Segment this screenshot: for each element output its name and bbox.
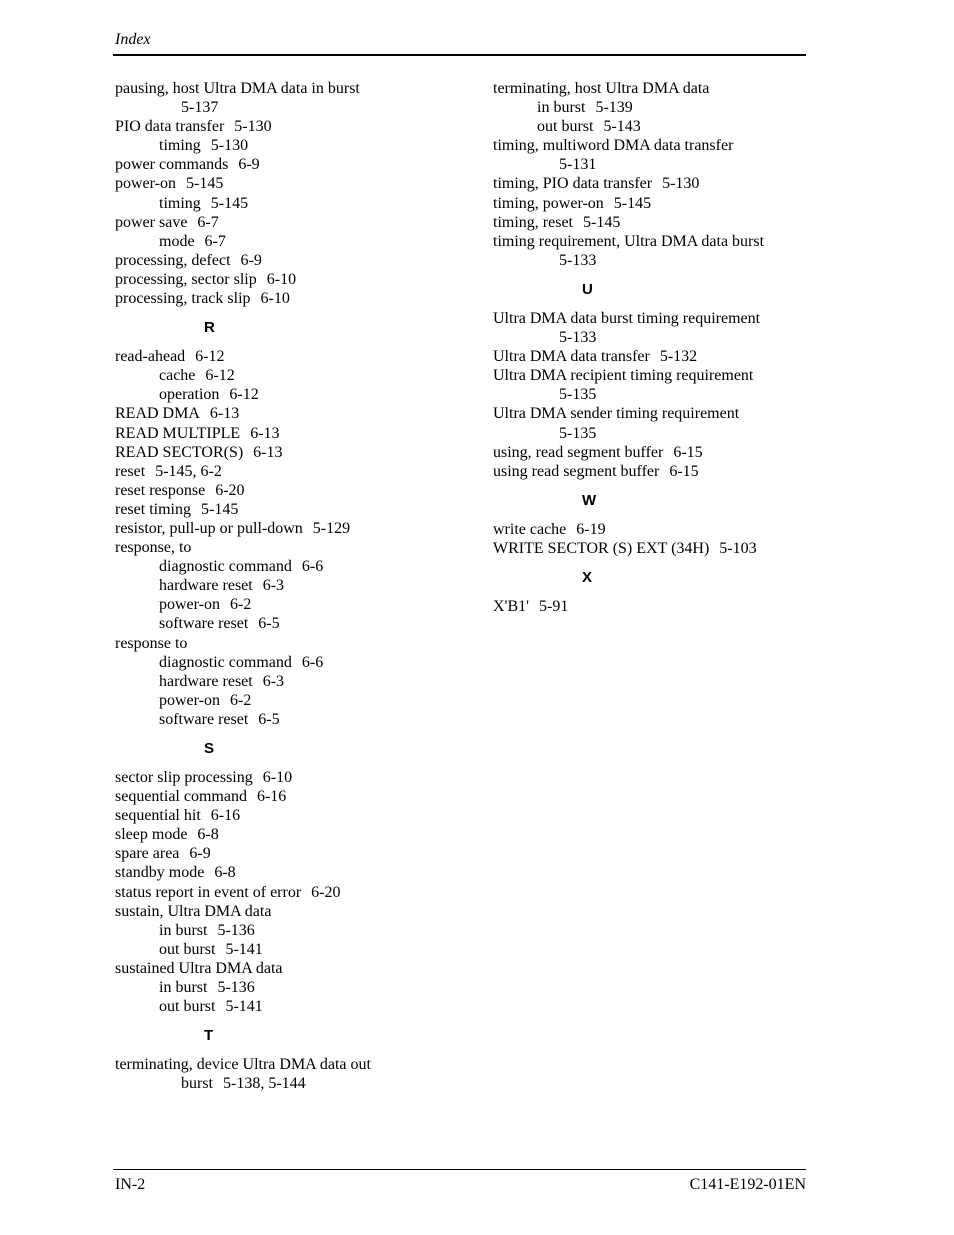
entry-term: sequential command: [115, 788, 247, 806]
entry-term: Ultra DMA recipient timing requirement: [493, 367, 754, 385]
index-column-left: [115, 79, 475, 1093]
index-subentry: [115, 232, 475, 251]
entry-continuation-text: burst: [181, 1075, 213, 1093]
entry-term: read-ahead: [115, 348, 186, 366]
entry-page-ref: 6-3: [262, 672, 285, 690]
entry-term: operation: [159, 386, 220, 404]
section-letter-r: R: [204, 319, 215, 337]
index-entry: [115, 289, 475, 308]
index-subentry: [115, 940, 475, 959]
entry-term: Ultra DMA sender timing requirement: [493, 405, 740, 423]
entry-page-ref: 5-103: [719, 539, 757, 557]
entry-page-ref: 6-13: [209, 405, 240, 423]
index-entry: [115, 213, 475, 232]
entry-page-ref: 6-9: [240, 251, 262, 269]
index-column-right: [493, 79, 813, 616]
entry-term: diagnostic command: [159, 653, 292, 671]
entry-term: in burst: [159, 921, 208, 939]
entry-page-ref: 6-10: [260, 290, 290, 308]
index-group-t-cont: [493, 79, 813, 270]
index-entry: [115, 538, 475, 557]
entry-page-ref: 6-5: [258, 710, 280, 728]
entry-page-ref: 6-2: [230, 596, 252, 614]
index-entry: [493, 309, 813, 328]
entry-term: mode: [159, 232, 195, 250]
entry-page-ref: 6-12: [229, 386, 259, 404]
entry-term: software reset: [159, 615, 249, 633]
entry-page-ref: 6-5: [258, 615, 280, 633]
entry-term: sleep mode: [115, 826, 188, 844]
entry-page-ref: 5-136: [217, 921, 255, 939]
entry-term: timing requirement, Ultra DMA data burst: [493, 232, 765, 250]
index-subentry: [115, 366, 475, 385]
index-entry: [115, 902, 475, 921]
entry-continuation-text: 5-131: [559, 156, 597, 174]
entry-page-ref: 5-139: [595, 99, 633, 117]
entry-term: processing, sector slip: [115, 270, 257, 288]
index-entry: [115, 863, 475, 882]
entry-term: out burst: [159, 998, 216, 1016]
entry-page-ref: 6-16: [256, 788, 287, 806]
entry-term: out burst: [159, 940, 216, 958]
entry-term: hardware reset: [159, 577, 253, 595]
entry-page-ref: 6-3: [262, 577, 285, 595]
index-subentry: [115, 614, 475, 633]
index-entry: [115, 117, 475, 136]
entry-page-ref: 5-130: [234, 118, 272, 136]
entry-page-ref: 5-145, 6-2: [155, 462, 222, 480]
index-entry: [493, 520, 813, 539]
entry-page-ref: 5-145: [210, 194, 249, 212]
index-entry: [493, 79, 813, 98]
entry-term: power commands: [115, 156, 229, 174]
index-entry-continuation: [493, 385, 813, 404]
index-subentry: [115, 997, 475, 1016]
index-entry: [493, 174, 813, 193]
index-entry: [115, 634, 475, 653]
entry-page-ref: 6-13: [253, 443, 283, 461]
entry-page-ref: 5-130: [210, 137, 249, 155]
entry-term: response, to: [115, 539, 192, 557]
index-entry: [115, 481, 475, 500]
entry-term: diagnostic command: [159, 558, 292, 576]
entry-term: terminating, host Ultra DMA data: [493, 80, 710, 97]
index-entry: [115, 424, 475, 443]
entry-term: READ SECTOR(S): [115, 443, 244, 461]
footer-rule: [113, 1169, 806, 1170]
entry-term: hardware reset: [159, 672, 253, 690]
index-subentry: [115, 978, 475, 997]
entry-page-ref: 5-145: [186, 175, 224, 193]
index-entry: [493, 597, 813, 616]
index-entry: [493, 366, 813, 385]
index-entry: [493, 443, 813, 462]
entry-page-ref: 6-9: [238, 156, 260, 174]
entry-term: processing, defect: [115, 251, 231, 269]
index-group-x: [493, 597, 813, 616]
entry-page-ref: 5-136: [217, 979, 255, 997]
entry-term: processing, track slip: [115, 290, 251, 308]
entry-term: out burst: [537, 118, 594, 136]
index-entry: [115, 270, 475, 289]
entry-page-ref: 6-16: [210, 807, 241, 825]
entry-page-ref: 5-91: [539, 597, 569, 615]
index-entry: [115, 174, 475, 193]
entry-term: cache: [159, 367, 196, 385]
index-entry: [115, 1055, 475, 1074]
index-subentry: [493, 98, 813, 117]
index-entry: [115, 155, 475, 174]
index-entry: [115, 79, 475, 98]
entry-page-ref: 5-138, 5-144: [223, 1075, 306, 1093]
entry-page-ref: 5-130: [662, 175, 700, 193]
entry-term: spare area: [115, 845, 180, 863]
index-entry: [493, 136, 813, 155]
entry-page-ref: 6-10: [262, 769, 293, 786]
entry-term: timing: [159, 194, 201, 212]
index-entry: [493, 404, 813, 423]
entry-term: standby mode: [115, 864, 205, 882]
index-entry-continuation: [493, 251, 813, 270]
entry-page-ref: 6-20: [311, 883, 341, 901]
index-entry-continuation: [493, 424, 813, 443]
index-entry: [115, 500, 475, 519]
entry-page-ref: 6-8: [214, 864, 236, 882]
entry-page-ref: 6-9: [189, 845, 211, 863]
index-entry: [115, 768, 475, 787]
index-subentry: [115, 385, 475, 404]
entry-term: status report in event of error: [115, 883, 302, 901]
entry-term: sustain, Ultra DMA data: [115, 902, 272, 920]
index-subentry: [115, 557, 475, 576]
index-entry-continuation: [493, 155, 813, 174]
entry-page-ref: 6-13: [250, 424, 280, 442]
entry-continuation-text: 5-133: [559, 251, 597, 269]
index-entry: [115, 844, 475, 863]
entry-page-ref: 6-19: [576, 520, 606, 538]
entry-term: power-on: [115, 175, 176, 193]
index-entry-continuation: [493, 328, 813, 347]
entry-term: resistor, pull-up or pull-down: [115, 519, 303, 537]
index-entry: [115, 347, 475, 366]
index-entry: [115, 251, 475, 270]
index-subentry: [115, 576, 475, 595]
page-header-title: Index: [115, 31, 151, 48]
entry-term: power-on: [159, 596, 220, 614]
entry-term: timing, PIO data transfer: [493, 175, 653, 193]
entry-term: WRITE SECTOR (S) EXT (34H): [493, 539, 710, 557]
section-letter-x: X: [582, 568, 593, 586]
footer-page-number: IN-2: [115, 1176, 146, 1193]
index-subentry: [493, 117, 813, 136]
entry-term: reset timing: [115, 500, 191, 518]
index-entry: [115, 806, 475, 825]
index-entry: [115, 787, 475, 806]
entry-term: sequential hit: [115, 807, 201, 825]
index-subentry: [115, 672, 475, 691]
index-subentry: [115, 194, 475, 213]
entry-page-ref: 5-145: [200, 500, 239, 518]
index-entry: [115, 959, 475, 978]
entry-page-ref: 6-2: [230, 691, 252, 709]
entry-term: timing: [159, 137, 201, 155]
entry-term: PIO data transfer: [115, 118, 225, 136]
entry-continuation-text: 5-133: [559, 329, 597, 347]
index-entry: [115, 519, 475, 538]
section-letter-t: T: [204, 1027, 214, 1045]
entry-page-ref: 5-132: [659, 348, 698, 366]
entry-term: sustained Ultra DMA data: [115, 959, 283, 977]
entry-term: software reset: [159, 710, 249, 728]
index-subentry: [115, 653, 475, 672]
entry-term: timing, multiword DMA data transfer: [493, 137, 734, 155]
index-subentry: [115, 921, 475, 940]
entry-continuation-text: 5-135: [559, 424, 597, 442]
footer-doc-id: C141-E192-01EN: [689, 1176, 806, 1193]
index-group-p: [115, 79, 475, 308]
entry-term: X'B1': [493, 597, 529, 615]
entry-term: Ultra DMA data burst timing requirement: [493, 309, 761, 327]
index-group-s: [115, 768, 475, 1016]
entry-page-ref: 6-7: [197, 213, 219, 231]
index-group-w: [493, 520, 813, 558]
entry-term: pausing, host Ultra DMA data in burst: [115, 80, 360, 97]
entry-term: using read segment buffer: [493, 462, 660, 480]
index-entry-continuation: [115, 98, 475, 117]
entry-page-ref: 6-6: [301, 558, 324, 576]
index-subentry: [115, 710, 475, 729]
entry-page-ref: 5-141: [225, 940, 263, 958]
entry-term: sector slip processing: [115, 769, 253, 786]
entry-page-ref: 6-20: [215, 481, 245, 499]
index-entry: [115, 825, 475, 844]
entry-page-ref: 5-141: [225, 998, 263, 1016]
entry-page-ref: 5-145: [582, 213, 621, 231]
entry-term: terminating, device Ultra DMA data out: [115, 1056, 371, 1074]
entry-term: timing, reset: [493, 213, 573, 231]
entry-page-ref: 5-129: [312, 519, 351, 537]
entry-term: reset response: [115, 481, 206, 499]
entry-page-ref: 6-7: [204, 232, 226, 250]
entry-term: in burst: [537, 99, 586, 117]
index-subentry: [115, 691, 475, 710]
entry-continuation-text: 5-135: [559, 386, 597, 404]
index-entry: [493, 539, 813, 558]
index-group-u: [493, 309, 813, 481]
index-entry: [115, 462, 475, 481]
index-subentry: [115, 595, 475, 614]
section-letter-s: S: [204, 740, 215, 757]
index-group-r: [115, 347, 475, 729]
entry-term: Ultra DMA data transfer: [493, 348, 650, 366]
entry-term: in burst: [159, 979, 208, 997]
index-entry: [115, 883, 475, 902]
entry-term: power-on: [159, 691, 220, 709]
entry-page-ref: 6-10: [266, 270, 297, 288]
entry-term: reset: [115, 462, 146, 480]
entry-term: response to: [115, 634, 188, 652]
entry-term: READ DMA: [115, 405, 200, 423]
entry-term: power save: [115, 213, 188, 231]
entry-page-ref: 6-15: [669, 462, 699, 480]
index-entry: [493, 462, 813, 481]
entry-page-ref: 5-145: [613, 194, 652, 212]
entry-page-ref: 6-12: [195, 348, 225, 366]
entry-page-ref: 5-143: [603, 118, 641, 136]
index-entry: [493, 232, 813, 251]
entry-page-ref: 6-6: [301, 653, 324, 671]
entry-continuation-text: 5-137: [181, 99, 219, 117]
index-entry-continuation: [115, 1074, 475, 1093]
section-letter-u: U: [582, 280, 593, 298]
index-entry: [493, 194, 813, 213]
entry-term: timing, power-on: [493, 194, 604, 212]
entry-page-ref: 6-12: [205, 367, 235, 385]
index-entry: [493, 347, 813, 366]
entry-term: READ MULTIPLE: [115, 424, 241, 442]
index-entry: [493, 213, 813, 232]
entry-page-ref: 6-15: [673, 443, 703, 461]
index-subentry: [115, 136, 475, 155]
entry-page-ref: 6-8: [197, 826, 219, 844]
header-rule: [113, 54, 806, 56]
index-entry: [115, 404, 475, 423]
index-entry: [115, 443, 475, 462]
index-group-t: [115, 1055, 475, 1093]
entry-term: using, read segment buffer: [493, 443, 664, 461]
entry-term: write cache: [493, 520, 567, 538]
section-letter-w: W: [582, 491, 597, 509]
